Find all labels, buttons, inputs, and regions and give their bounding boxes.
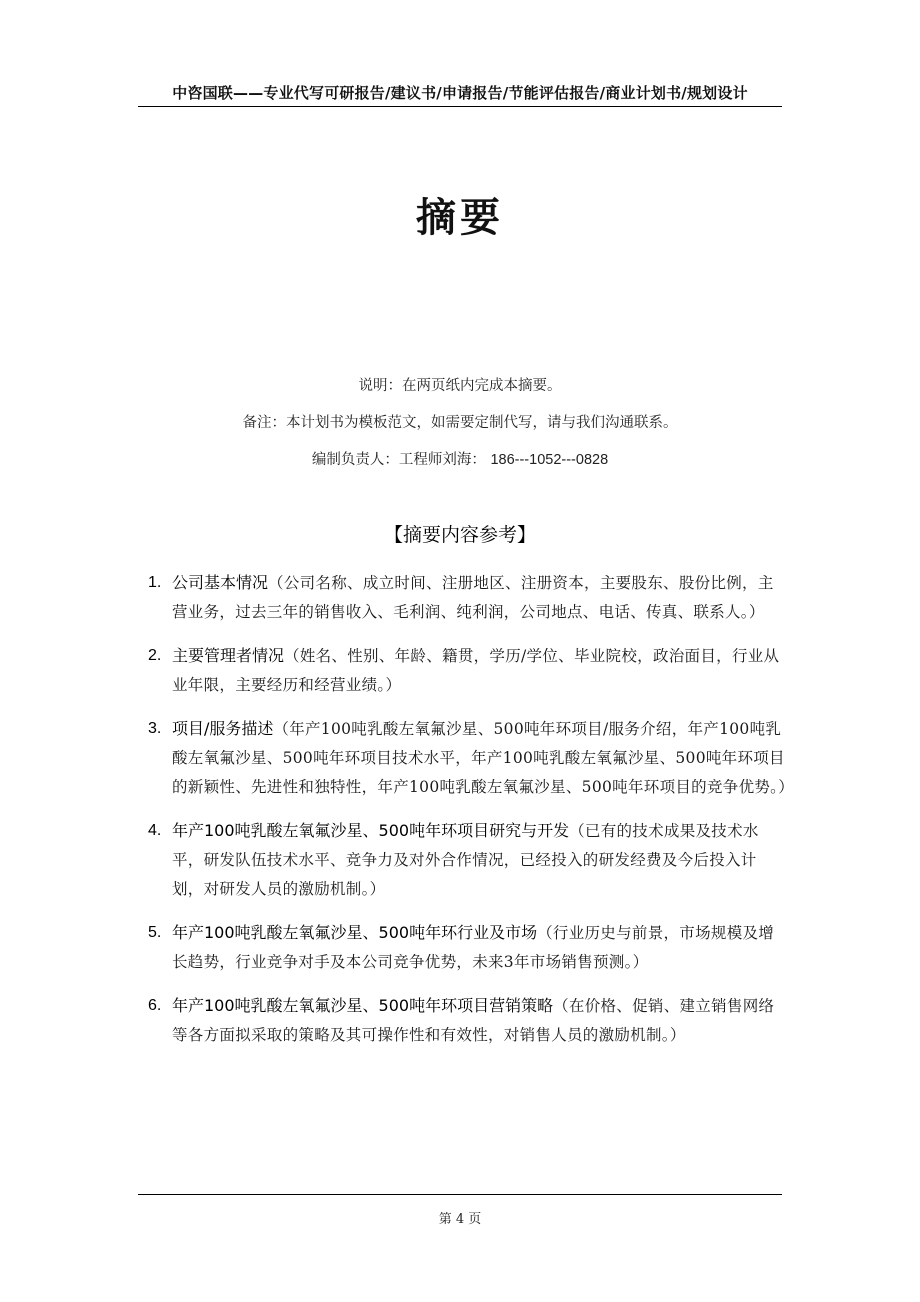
- item-number: 5.: [148, 924, 162, 941]
- contact-label: 编制负责人：工程师刘海：: [311, 452, 486, 468]
- note-instruction: 说明：在两页纸内完成本摘要。: [358, 378, 562, 394]
- item-heading: 公司基本情况: [172, 573, 269, 592]
- contact-phone: 186---1052---0828: [490, 452, 609, 468]
- item-number: 2.: [148, 647, 162, 664]
- item-number: 4.: [148, 822, 162, 839]
- note-contact: [0, 448, 920, 469]
- item-number: 3.: [148, 720, 162, 737]
- page-number: 第 4 页: [438, 1212, 482, 1227]
- item-description: （公司名称、成立时间、注册地区、注册资本，主要股东、股份比例，主营业务，过去三年的销售收入、毛利润、纯利润，公司地点、电话、传真、联系人。）: [172, 574, 774, 621]
- item-heading: 年产100吨乳酸左氧氟沙星、500吨年环行业及市场: [172, 923, 538, 942]
- item-description: （姓名、性别、年龄、籍贯，学历/学位、毕业院校，政治面目，行业从业年限，主要经历和经营业绩。）: [172, 647, 780, 694]
- header-divider: [138, 106, 782, 107]
- item-description: （年产100吨乳酸左氧氟沙星、500吨年环项目/服务介绍，年产100吨乳酸左氧氟沙星、500吨年环项目技术水平，年产100吨乳酸左氧氟沙星、500吨年环项目的新颖性、先进性和独特性，年产100吨乳酸左氧氟沙星、500吨年环项目的竞争优势。）: [172, 720, 795, 796]
- note-remark: 备注：本计划书为模板范文，如需要定制代写，请与我们沟通联系。: [242, 415, 678, 431]
- footer-divider: [138, 1194, 782, 1195]
- list-item: [148, 816, 788, 904]
- list-item: [148, 641, 788, 700]
- item-description: （已有的技术成果及技术水平，研发队伍技术水平、竞争力及对外合作情况，已经投入的研发经费及今后投入计划，对研发人员的激励机制。）: [172, 822, 759, 898]
- summary-items-list: [148, 568, 795, 1064]
- section-title: 【摘要内容参考】: [383, 524, 536, 546]
- page-title: 摘要: [416, 194, 504, 241]
- item-heading: 主要管理者情况: [172, 646, 285, 665]
- item-description: （行业历史与前景，市场规模及增长趋势，行业竞争对手及本公司竞争优势，未来3年市场销售预测。）: [172, 924, 775, 971]
- list-item: [148, 991, 788, 1050]
- page-header: 中咨国联——专业代写可研报告/建议书/申请报告/节能评估报告/商业计划书/规划设计: [172, 84, 748, 102]
- item-number: 1.: [148, 574, 162, 591]
- list-item: [148, 714, 795, 802]
- item-heading: 年产100吨乳酸左氧氟沙星、500吨年环项目营销策略: [172, 996, 554, 1015]
- item-heading: 年产100吨乳酸左氧氟沙星、500吨年环项目研究与开发: [172, 821, 570, 840]
- list-item: [148, 918, 788, 977]
- list-item: [148, 568, 788, 627]
- item-description: （在价格、促销、建立销售网络等各方面拟采取的策略及其可操作性和有效性，对销售人员的激励机制。）: [172, 997, 775, 1044]
- item-number: 6.: [148, 997, 162, 1014]
- item-heading: 项目/服务描述: [172, 719, 274, 738]
